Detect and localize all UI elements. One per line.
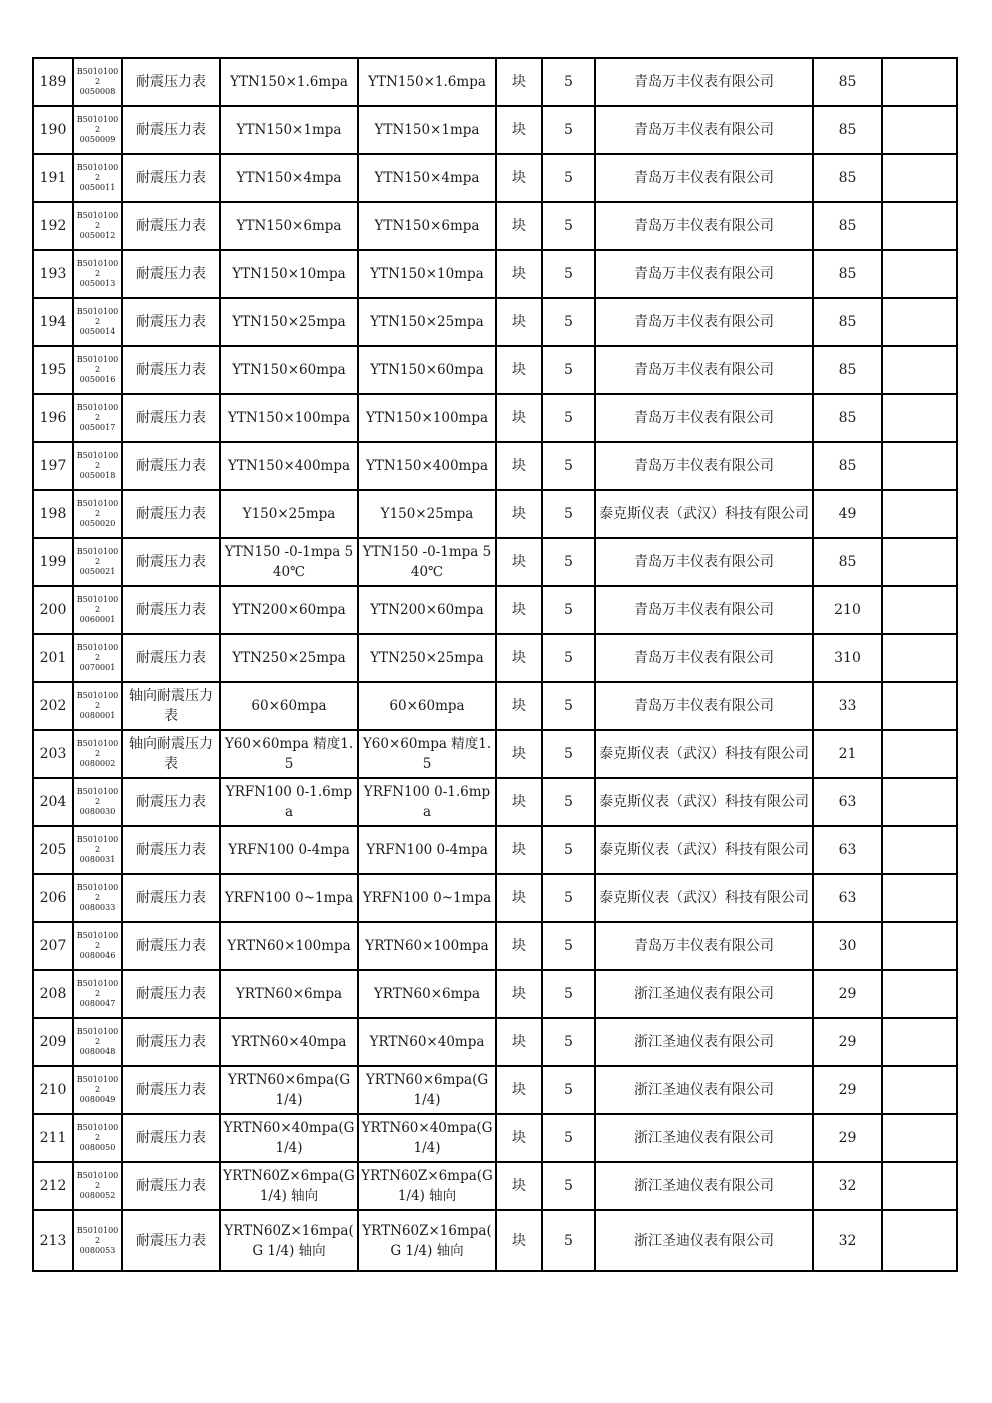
item-model: YTN150×1.6mpa [358, 58, 496, 106]
item-model: YTN150×60mpa [358, 346, 496, 394]
item-model: YTN150×400mpa [358, 442, 496, 490]
supplier-name: 青岛万丰仪表有限公司 [595, 106, 813, 154]
unit-price: 63 [813, 874, 882, 922]
row-number: 210 [33, 1066, 73, 1114]
table-row [33, 202, 957, 250]
material-code: B50101002 0050012 [73, 202, 122, 250]
table-row [33, 298, 957, 346]
item-model: YRTN60×100mpa [358, 922, 496, 970]
table-body [33, 58, 957, 1271]
item-spec: YRFN100 0~1mpa [220, 874, 358, 922]
remark [882, 490, 957, 538]
item-spec: YRTN60×100mpa [220, 922, 358, 970]
table-row [33, 394, 957, 442]
material-code: B50101002 0080048 [73, 1018, 122, 1066]
row-number: 191 [33, 154, 73, 202]
material-code: B50101002 0050021 [73, 538, 122, 586]
row-number: 202 [33, 682, 73, 730]
item-spec: YTN150×6mpa [220, 202, 358, 250]
quantity: 5 [542, 682, 595, 730]
item-name: 耐震压力表 [122, 1018, 220, 1066]
quantity: 5 [542, 1162, 595, 1210]
remark [882, 394, 957, 442]
material-code: B50101002 0050011 [73, 154, 122, 202]
unit: 块 [496, 826, 542, 874]
supplier-name: 青岛万丰仪表有限公司 [595, 202, 813, 250]
material-code: B50101002 0050020 [73, 490, 122, 538]
unit-price: 85 [813, 250, 882, 298]
unit: 块 [496, 1162, 542, 1210]
unit: 块 [496, 106, 542, 154]
material-code: B50101002 0050018 [73, 442, 122, 490]
quantity: 5 [542, 1066, 595, 1114]
unit: 块 [496, 922, 542, 970]
item-model: YTN150×100mpa [358, 394, 496, 442]
unit-price: 29 [813, 1066, 882, 1114]
item-model: YRTN60×40mpa [358, 1018, 496, 1066]
item-spec: Y150×25mpa [220, 490, 358, 538]
quantity: 5 [542, 202, 595, 250]
item-spec: YTN150×1.6mpa [220, 58, 358, 106]
unit-price: 32 [813, 1162, 882, 1210]
material-code: B50101002 0080047 [73, 970, 122, 1018]
item-name: 耐震压力表 [122, 922, 220, 970]
remark [882, 1018, 957, 1066]
quantity: 5 [542, 346, 595, 394]
remark [882, 154, 957, 202]
unit-price: 30 [813, 922, 882, 970]
table-row [33, 250, 957, 298]
material-code: B50101002 0080031 [73, 826, 122, 874]
row-number: 213 [33, 1210, 73, 1271]
table-row [33, 106, 957, 154]
quantity: 5 [542, 106, 595, 154]
item-spec: YTN150 -0-1mpa 540℃ [220, 538, 358, 586]
item-model: YTN150×1mpa [358, 106, 496, 154]
table-row [33, 346, 957, 394]
item-name: 耐震压力表 [122, 826, 220, 874]
supplier-name: 浙江圣迪仪表有限公司 [595, 1018, 813, 1066]
supplier-name: 泰克斯仪表（武汉）科技有限公司 [595, 490, 813, 538]
item-name: 耐震压力表 [122, 538, 220, 586]
supplier-name: 青岛万丰仪表有限公司 [595, 682, 813, 730]
item-spec: YTN150×4mpa [220, 154, 358, 202]
item-name: 耐震压力表 [122, 298, 220, 346]
quantity: 5 [542, 778, 595, 826]
unit-price: 29 [813, 1018, 882, 1066]
remark [882, 970, 957, 1018]
item-name: 耐震压力表 [122, 634, 220, 682]
unit-price: 63 [813, 826, 882, 874]
table-row [33, 1018, 957, 1066]
item-name: 耐震压力表 [122, 1162, 220, 1210]
supplier-name: 浙江圣迪仪表有限公司 [595, 1210, 813, 1271]
material-code: B50101002 0080001 [73, 682, 122, 730]
remark [882, 250, 957, 298]
material-code: B50101002 0070001 [73, 634, 122, 682]
price-list-table [32, 57, 958, 1272]
table-row [33, 1066, 957, 1114]
row-number: 189 [33, 58, 73, 106]
material-code: B50101002 0050008 [73, 58, 122, 106]
item-spec: YRTN60×40mpa [220, 1018, 358, 1066]
table-row [33, 1210, 957, 1271]
quantity: 5 [542, 586, 595, 634]
table-row [33, 730, 957, 778]
row-number: 204 [33, 778, 73, 826]
item-name: 耐震压力表 [122, 442, 220, 490]
table-row [33, 634, 957, 682]
row-number: 209 [33, 1018, 73, 1066]
unit: 块 [496, 490, 542, 538]
remark [882, 202, 957, 250]
table-row [33, 538, 957, 586]
item-name: 轴向耐震压力表 [122, 682, 220, 730]
item-model: YTN150×4mpa [358, 154, 496, 202]
supplier-name: 青岛万丰仪表有限公司 [595, 538, 813, 586]
item-model: YRFN100 0~1mpa [358, 874, 496, 922]
remark [882, 442, 957, 490]
supplier-name: 青岛万丰仪表有限公司 [595, 154, 813, 202]
table-row [33, 970, 957, 1018]
row-number: 195 [33, 346, 73, 394]
supplier-name: 青岛万丰仪表有限公司 [595, 250, 813, 298]
item-name: 耐震压力表 [122, 586, 220, 634]
item-spec: YRTN60Z×16mpa( G 1/4) 轴向 [220, 1210, 358, 1271]
material-code: B50101002 0050013 [73, 250, 122, 298]
remark [882, 58, 957, 106]
item-model: YRTN60Z×6mpa(G 1/4) 轴向 [358, 1162, 496, 1210]
material-code: B50101002 0080033 [73, 874, 122, 922]
item-spec: 60×60mpa [220, 682, 358, 730]
table-row [33, 154, 957, 202]
remark [882, 730, 957, 778]
supplier-name: 浙江圣迪仪表有限公司 [595, 970, 813, 1018]
item-name: 耐震压力表 [122, 874, 220, 922]
material-code: B50101002 0050017 [73, 394, 122, 442]
unit: 块 [496, 394, 542, 442]
unit-price: 63 [813, 778, 882, 826]
remark [882, 826, 957, 874]
remark [882, 682, 957, 730]
quantity: 5 [542, 538, 595, 586]
remark [882, 106, 957, 154]
row-number: 197 [33, 442, 73, 490]
unit-price: 85 [813, 298, 882, 346]
quantity: 5 [542, 730, 595, 778]
item-name: 耐震压力表 [122, 1066, 220, 1114]
item-model: YRTN60×40mpa(G 1/4) [358, 1114, 496, 1162]
item-spec: YTN200×60mpa [220, 586, 358, 634]
item-name: 耐震压力表 [122, 250, 220, 298]
item-name: 耐震压力表 [122, 106, 220, 154]
table-row [33, 874, 957, 922]
material-code: B50101002 0080030 [73, 778, 122, 826]
item-name: 耐震压力表 [122, 202, 220, 250]
unit-price: 21 [813, 730, 882, 778]
item-name: 耐震压力表 [122, 394, 220, 442]
row-number: 196 [33, 394, 73, 442]
material-code: B50101002 0050009 [73, 106, 122, 154]
unit-price: 85 [813, 538, 882, 586]
unit-price: 85 [813, 202, 882, 250]
material-code: B50101002 0050016 [73, 346, 122, 394]
unit: 块 [496, 154, 542, 202]
unit: 块 [496, 1018, 542, 1066]
supplier-name: 青岛万丰仪表有限公司 [595, 394, 813, 442]
row-number: 193 [33, 250, 73, 298]
quantity: 5 [542, 1210, 595, 1271]
supplier-name: 浙江圣迪仪表有限公司 [595, 1114, 813, 1162]
row-number: 212 [33, 1162, 73, 1210]
table-row [33, 442, 957, 490]
unit-price: 85 [813, 106, 882, 154]
item-model: YTN150×25mpa [358, 298, 496, 346]
supplier-name: 泰克斯仪表（武汉）科技有限公司 [595, 730, 813, 778]
unit-price: 49 [813, 490, 882, 538]
item-name: 耐震压力表 [122, 1210, 220, 1271]
table-row [33, 922, 957, 970]
quantity: 5 [542, 1018, 595, 1066]
supplier-name: 泰克斯仪表（武汉）科技有限公司 [595, 778, 813, 826]
unit: 块 [496, 250, 542, 298]
item-spec: YTN250×25mpa [220, 634, 358, 682]
unit: 块 [496, 202, 542, 250]
unit-price: 32 [813, 1210, 882, 1271]
row-number: 211 [33, 1114, 73, 1162]
unit: 块 [496, 682, 542, 730]
unit: 块 [496, 538, 542, 586]
remark [882, 874, 957, 922]
item-model: YTN200×60mpa [358, 586, 496, 634]
item-spec: YRTN60×6mpa [220, 970, 358, 1018]
unit: 块 [496, 730, 542, 778]
table-row [33, 826, 957, 874]
item-name: 耐震压力表 [122, 154, 220, 202]
table-row [33, 58, 957, 106]
item-spec: Y60×60mpa 精度1.5 [220, 730, 358, 778]
unit-price: 85 [813, 442, 882, 490]
supplier-name: 浙江圣迪仪表有限公司 [595, 1066, 813, 1114]
item-spec: YRTN60×40mpa(G 1/4) [220, 1114, 358, 1162]
unit: 块 [496, 970, 542, 1018]
supplier-name: 浙江圣迪仪表有限公司 [595, 1162, 813, 1210]
quantity: 5 [542, 154, 595, 202]
table-row [33, 682, 957, 730]
table-row [33, 1162, 957, 1210]
material-code: B50101002 0080053 [73, 1210, 122, 1271]
item-name: 耐震压力表 [122, 490, 220, 538]
supplier-name: 青岛万丰仪表有限公司 [595, 586, 813, 634]
material-code: B50101002 0080050 [73, 1114, 122, 1162]
supplier-name: 青岛万丰仪表有限公司 [595, 442, 813, 490]
item-model: YRTN60×6mpa [358, 970, 496, 1018]
item-spec: YTN150×100mpa [220, 394, 358, 442]
unit-price: 85 [813, 346, 882, 394]
supplier-name: 青岛万丰仪表有限公司 [595, 58, 813, 106]
row-number: 206 [33, 874, 73, 922]
item-model: YRTN60×6mpa(G 1/4) [358, 1066, 496, 1114]
row-number: 207 [33, 922, 73, 970]
supplier-name: 青岛万丰仪表有限公司 [595, 298, 813, 346]
material-code: B50101002 0080049 [73, 1066, 122, 1114]
unit: 块 [496, 58, 542, 106]
table-row [33, 490, 957, 538]
item-model: 60×60mpa [358, 682, 496, 730]
unit: 块 [496, 1114, 542, 1162]
material-code: B50101002 0060001 [73, 586, 122, 634]
unit-price: 210 [813, 586, 882, 634]
remark [882, 298, 957, 346]
unit: 块 [496, 442, 542, 490]
remark [882, 1114, 957, 1162]
unit: 块 [496, 1210, 542, 1271]
row-number: 200 [33, 586, 73, 634]
quantity: 5 [542, 922, 595, 970]
supplier-name: 泰克斯仪表（武汉）科技有限公司 [595, 826, 813, 874]
row-number: 190 [33, 106, 73, 154]
item-name: 耐震压力表 [122, 778, 220, 826]
quantity: 5 [542, 634, 595, 682]
row-number: 205 [33, 826, 73, 874]
unit: 块 [496, 298, 542, 346]
unit: 块 [496, 634, 542, 682]
remark [882, 1162, 957, 1210]
item-spec: YRFN100 0-1.6mpa [220, 778, 358, 826]
item-model: Y150×25mpa [358, 490, 496, 538]
quantity: 5 [542, 970, 595, 1018]
quantity: 5 [542, 490, 595, 538]
remark [882, 346, 957, 394]
row-number: 198 [33, 490, 73, 538]
row-number: 201 [33, 634, 73, 682]
item-model: YRTN60Z×16mpa( G 1/4) 轴向 [358, 1210, 496, 1271]
row-number: 194 [33, 298, 73, 346]
item-model: Y60×60mpa 精度1.5 [358, 730, 496, 778]
item-model: YTN150×10mpa [358, 250, 496, 298]
table-row [33, 778, 957, 826]
item-name: 轴向耐震压力表 [122, 730, 220, 778]
unit-price: 85 [813, 394, 882, 442]
unit-price: 310 [813, 634, 882, 682]
row-number: 208 [33, 970, 73, 1018]
material-code: B50101002 0080002 [73, 730, 122, 778]
quantity: 5 [542, 58, 595, 106]
row-number: 199 [33, 538, 73, 586]
supplier-name: 青岛万丰仪表有限公司 [595, 634, 813, 682]
item-spec: YTN150×10mpa [220, 250, 358, 298]
remark [882, 634, 957, 682]
supplier-name: 泰克斯仪表（武汉）科技有限公司 [595, 874, 813, 922]
item-name: 耐震压力表 [122, 970, 220, 1018]
unit: 块 [496, 586, 542, 634]
supplier-name: 青岛万丰仪表有限公司 [595, 346, 813, 394]
item-spec: YTN150×400mpa [220, 442, 358, 490]
quantity: 5 [542, 826, 595, 874]
unit-price: 85 [813, 58, 882, 106]
remark [882, 1066, 957, 1114]
quantity: 5 [542, 298, 595, 346]
unit-price: 29 [813, 1114, 882, 1162]
unit-price: 33 [813, 682, 882, 730]
material-code: B50101002 0050014 [73, 298, 122, 346]
item-model: YRFN100 0-4mpa [358, 826, 496, 874]
item-spec: YTN150×25mpa [220, 298, 358, 346]
table-row [33, 1114, 957, 1162]
material-code: B50101002 0080052 [73, 1162, 122, 1210]
item-spec: YRTN60×6mpa(G 1/4) [220, 1066, 358, 1114]
unit-price: 29 [813, 970, 882, 1018]
item-name: 耐震压力表 [122, 346, 220, 394]
unit: 块 [496, 1066, 542, 1114]
item-model: YTN150×6mpa [358, 202, 496, 250]
item-name: 耐震压力表 [122, 58, 220, 106]
item-spec: YRFN100 0-4mpa [220, 826, 358, 874]
row-number: 192 [33, 202, 73, 250]
material-code: B50101002 0080046 [73, 922, 122, 970]
unit: 块 [496, 874, 542, 922]
table-row [33, 586, 957, 634]
item-spec: YTN150×60mpa [220, 346, 358, 394]
quantity: 5 [542, 394, 595, 442]
row-number: 203 [33, 730, 73, 778]
item-model: YRFN100 0-1.6mpa [358, 778, 496, 826]
unit: 块 [496, 346, 542, 394]
quantity: 5 [542, 1114, 595, 1162]
remark [882, 922, 957, 970]
item-model: YTN250×25mpa [358, 634, 496, 682]
item-spec: YRTN60Z×6mpa(G 1/4) 轴向 [220, 1162, 358, 1210]
quantity: 5 [542, 874, 595, 922]
remark [882, 1210, 957, 1271]
supplier-name: 青岛万丰仪表有限公司 [595, 922, 813, 970]
item-name: 耐震压力表 [122, 1114, 220, 1162]
remark [882, 586, 957, 634]
item-model: YTN150 -0-1mpa 540℃ [358, 538, 496, 586]
remark [882, 538, 957, 586]
unit: 块 [496, 778, 542, 826]
remark [882, 778, 957, 826]
unit-price: 85 [813, 154, 882, 202]
quantity: 5 [542, 250, 595, 298]
quantity: 5 [542, 442, 595, 490]
item-spec: YTN150×1mpa [220, 106, 358, 154]
